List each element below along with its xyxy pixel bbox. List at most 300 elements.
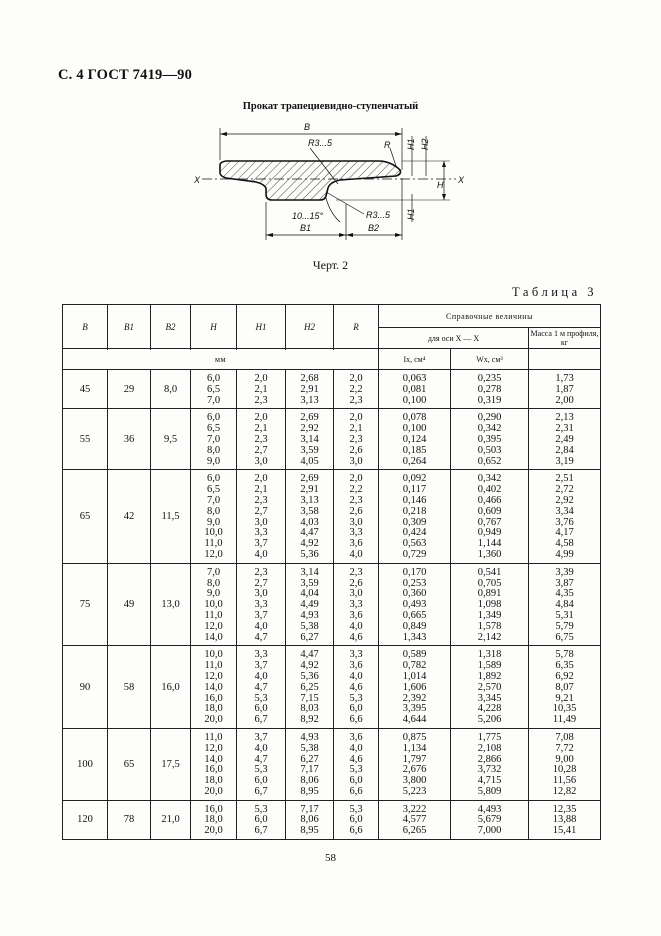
cell-mass — [529, 563, 601, 646]
cell-value: 11,0 — [204, 660, 223, 672]
cell-value: 6,5 — [206, 423, 221, 435]
cell-value: 3,39 — [555, 566, 574, 578]
cell-B: 90 — [63, 646, 108, 729]
cell-value: 4,93 — [300, 731, 319, 743]
cell-B: 65 — [63, 470, 108, 563]
cell-B1: 58 — [108, 646, 151, 729]
cell-value: 6,75 — [555, 631, 574, 643]
cell-value: 5,36 — [300, 548, 319, 560]
cell-value: 2,1 — [254, 383, 268, 395]
cell-value: 0,235 — [477, 373, 502, 384]
cell-value: 0,589 — [402, 649, 427, 661]
cell-value: 3,14 — [300, 433, 319, 445]
cell-value: 5,38 — [300, 620, 319, 632]
cell-value: 3,7 — [254, 538, 268, 550]
cell-value: 3,6 — [349, 538, 363, 550]
cell-value: 3,0 — [349, 588, 363, 600]
cell-value: 5,223 — [402, 785, 427, 797]
cell-value: 0,319 — [477, 394, 502, 406]
cell-value: 6,92 — [555, 670, 574, 682]
cell-value: 6,5 — [206, 484, 221, 496]
cell-value: 5,79 — [555, 620, 574, 632]
cell-value: 1,892 — [477, 670, 502, 682]
cell-value: 3,59 — [300, 444, 319, 456]
cell-value: 3,3 — [254, 527, 268, 539]
figure-title: Прокат трапециевидно-ступенчатый — [242, 101, 419, 112]
cell-value: 2,69 — [300, 412, 319, 424]
cell-value: 2,0 — [254, 473, 268, 485]
cell-value: 2,7 — [254, 505, 268, 517]
cell-value: 6,265 — [402, 825, 427, 837]
cell-value: 2,108 — [477, 742, 502, 754]
table-body — [63, 370, 601, 840]
cell-H1 — [237, 646, 286, 729]
cell-mass — [529, 800, 601, 839]
cell-Ix — [379, 646, 451, 729]
cell-value: 5,78 — [555, 649, 574, 661]
cell-B1: 42 — [108, 470, 151, 563]
cell-Ix — [379, 563, 451, 646]
cell-value: 2,49 — [555, 433, 574, 445]
cell-value: 3,6 — [349, 731, 363, 743]
cell-B2: 8,0 — [151, 370, 191, 409]
cell-B1: 29 — [108, 370, 151, 409]
cell-value: 14,0 — [204, 681, 223, 693]
units-row-spacer — [529, 349, 601, 370]
table-caption: Таблица 3 — [512, 285, 597, 299]
col-header-reference: Справочные величины — [379, 305, 601, 328]
cell-H2 — [286, 646, 334, 729]
cell-value: 3,14 — [300, 566, 319, 578]
cell-value: 2,0 — [254, 373, 268, 384]
cell-value: 4,0 — [349, 670, 363, 682]
cell-value: 6,0 — [206, 412, 221, 424]
cell-R — [334, 409, 379, 470]
cell-R — [334, 728, 379, 800]
cell-value: 3,76 — [555, 516, 574, 528]
cell-value: 7,15 — [300, 692, 319, 704]
cell-R — [334, 370, 379, 409]
cell-value: 4,93 — [300, 609, 319, 621]
dim-H2-label: H2 — [420, 138, 430, 150]
cell-B1: 65 — [108, 728, 151, 800]
cell-value: 11,0 — [204, 609, 223, 621]
cell-value: 18,0 — [204, 775, 223, 787]
dim-B-label: B — [304, 122, 311, 132]
cell-value: 0,402 — [477, 484, 502, 496]
cell-value: 20,0 — [204, 785, 223, 797]
cell-value: 1,606 — [402, 681, 427, 693]
cell-value: 8,06 — [300, 775, 319, 787]
cell-H — [191, 563, 237, 646]
cell-H2 — [286, 563, 334, 646]
cell-value: 1,318 — [477, 649, 502, 661]
cell-B2: 21,0 — [151, 800, 191, 839]
cell-mass — [529, 409, 601, 470]
cell-value: 3,0 — [349, 455, 363, 467]
cell-Ix — [379, 800, 451, 839]
cell-value: 5,38 — [300, 742, 319, 754]
cell-value: 5,36 — [300, 670, 319, 682]
cell-H1 — [237, 409, 286, 470]
cell-H2 — [286, 800, 334, 839]
cell-value: 0,100 — [402, 394, 427, 406]
cell-value: 0,081 — [402, 383, 427, 395]
cell-value: 2,91 — [300, 484, 319, 496]
cell-value: 0,541 — [477, 566, 502, 578]
cell-value: 15,41 — [552, 825, 577, 837]
cell-value: 10,35 — [552, 703, 577, 715]
cell-R — [334, 646, 379, 729]
axis-x-right: X — [458, 175, 465, 185]
cell-H1 — [237, 563, 286, 646]
page-header: С. 4 ГОСТ 7419—90 — [58, 67, 193, 83]
cell-value: 8,03 — [300, 703, 319, 715]
cell-value: 0,063 — [402, 373, 427, 384]
cell-value: 2,1 — [254, 423, 268, 435]
cell-value: 6,0 — [206, 373, 221, 384]
label-angle: 10...15° — [292, 211, 324, 221]
cell-value: 8,0 — [206, 444, 221, 456]
cell-value: 2,2 — [349, 383, 363, 395]
cell-H — [191, 370, 237, 409]
cell-value: 20,0 — [204, 825, 223, 837]
label-R-top: R3...5 — [308, 138, 333, 148]
cell-value: 2,3 — [254, 566, 268, 578]
cell-value: 4,03 — [300, 516, 319, 528]
cell-value: 2,7 — [254, 444, 268, 456]
col-header-R: R — [334, 305, 379, 349]
cell-value: 6,35 — [555, 660, 574, 672]
cell-H2 — [286, 409, 334, 470]
col-header-axis: для оси X — X — [379, 328, 529, 349]
cell-value: 2,92 — [555, 494, 574, 506]
cell-value: 2,1 — [254, 484, 268, 496]
col-header-mass: Масса 1 м профиля, кг — [529, 328, 601, 349]
cell-value: 3,0 — [254, 455, 268, 467]
cell-Wx — [451, 409, 529, 470]
cell-value: 11,56 — [552, 775, 577, 787]
cell-value: 6,7 — [254, 785, 268, 797]
cell-Wx — [451, 563, 529, 646]
cell-value: 8,0 — [206, 505, 221, 517]
cell-value: 7,0 — [206, 433, 221, 445]
cell-value: 5,206 — [477, 714, 502, 726]
table-row — [63, 646, 601, 729]
cell-value: 4,6 — [349, 681, 363, 693]
cell-value: 3,87 — [555, 577, 574, 589]
cell-value: 7,17 — [300, 803, 319, 815]
cell-value: 2,3 — [349, 433, 363, 445]
cell-value: 3,13 — [300, 494, 319, 506]
cell-B1: 36 — [108, 409, 151, 470]
cell-value: 4,49 — [300, 599, 319, 611]
cell-value: 0,652 — [477, 455, 502, 467]
cell-value: 4,644 — [402, 714, 427, 726]
cell-value: 6,0 — [254, 703, 268, 715]
cell-value: 2,676 — [402, 764, 427, 776]
cell-value: 4,0 — [254, 548, 268, 560]
cell-value: 4,17 — [555, 527, 574, 539]
col-header-Ix: Ix, см⁴ — [379, 349, 451, 370]
cell-Wx — [451, 646, 529, 729]
cell-value: 12,82 — [552, 785, 577, 797]
cell-value: 4,04 — [300, 588, 319, 600]
cell-H1 — [237, 470, 286, 563]
cell-value: 2,7 — [254, 577, 268, 589]
cell-value: 4,493 — [477, 803, 502, 815]
cell-value: 7,0 — [206, 566, 221, 578]
cell-value: 0,609 — [477, 505, 502, 517]
cell-H — [191, 646, 237, 729]
cell-B1: 49 — [108, 563, 151, 646]
cell-value: 3,395 — [402, 703, 427, 715]
cell-value: 0,424 — [402, 527, 427, 539]
cell-value: 2,51 — [555, 473, 574, 485]
dim-H1-bottom-label: H1 — [406, 208, 416, 220]
cell-value: 4,58 — [555, 538, 574, 550]
cell-value: 2,00 — [555, 394, 574, 406]
cell-value: 12,0 — [204, 742, 223, 754]
cell-value: 14,0 — [204, 631, 223, 643]
cell-value: 1,775 — [477, 731, 502, 743]
cell-H — [191, 409, 237, 470]
col-header-B1: B1 — [108, 305, 151, 349]
cell-H2 — [286, 470, 334, 563]
cell-value: 2,3 — [254, 394, 268, 406]
cell-value: 6,0 — [254, 775, 268, 787]
cell-value: 3,345 — [477, 692, 502, 704]
cell-value: 1,589 — [477, 660, 502, 672]
cell-value: 2,3 — [254, 494, 268, 506]
cell-value: 3,7 — [254, 731, 268, 743]
cell-mass — [529, 370, 601, 409]
cell-value: 6,5 — [206, 383, 221, 395]
dim-H1-top-label: H1 — [406, 138, 416, 150]
cell-R — [334, 470, 379, 563]
cell-B: 120 — [63, 800, 108, 839]
cell-value: 0,782 — [402, 660, 427, 672]
cell-value: 7,08 — [555, 731, 574, 743]
dim-B2-label: B2 — [368, 223, 380, 233]
cell-B2: 16,0 — [151, 646, 191, 729]
cell-Ix — [379, 409, 451, 470]
figure-caption: Черт. 2 — [312, 258, 349, 272]
cell-value: 0,309 — [402, 516, 427, 528]
cell-value: 3,6 — [349, 660, 363, 672]
cell-value: 6,0 — [349, 703, 363, 715]
cell-B: 45 — [63, 370, 108, 409]
table-row — [63, 728, 601, 800]
col-header-Wx: Wx, см³ — [451, 349, 529, 370]
cell-value: 2,392 — [402, 692, 427, 704]
cell-value: 8,07 — [555, 681, 574, 693]
cell-value: 0,290 — [477, 412, 502, 424]
cell-B2: 17,5 — [151, 728, 191, 800]
cell-mass — [529, 646, 601, 729]
cell-value: 4,7 — [254, 631, 268, 643]
cell-value: 4,92 — [300, 660, 319, 672]
cell-value: 2,69 — [300, 473, 319, 485]
cell-value: 18,0 — [204, 703, 223, 715]
cell-mass — [529, 470, 601, 563]
cell-value: 6,0 — [254, 814, 268, 826]
cell-value: 5,3 — [254, 764, 268, 776]
cell-value: 7,17 — [300, 764, 319, 776]
cell-Ix — [379, 728, 451, 800]
cell-value: 0,466 — [477, 494, 502, 506]
cell-value: 4,7 — [254, 681, 268, 693]
cell-value: 2,0 — [349, 473, 363, 485]
cell-value: 3,0 — [254, 516, 268, 528]
cell-value: 0,264 — [402, 455, 427, 467]
cell-value: 8,95 — [300, 785, 319, 797]
cell-H1 — [237, 728, 286, 800]
cell-value: 7,0 — [206, 494, 221, 506]
cell-value: 2,6 — [349, 444, 363, 456]
cell-value: 2,570 — [477, 681, 502, 693]
cell-value: 4,577 — [402, 814, 427, 826]
cell-value: 4,47 — [300, 649, 319, 661]
cell-value: 4,0 — [254, 620, 268, 632]
cell-value: 1,134 — [402, 742, 427, 754]
cell-Wx — [451, 800, 529, 839]
cell-value: 4,92 — [300, 538, 319, 550]
cell-value: 0,563 — [402, 538, 427, 550]
cell-value: 2,142 — [477, 631, 502, 643]
cell-value: 8,92 — [300, 714, 319, 726]
cell-value: 2,866 — [477, 753, 502, 765]
cell-value: 6,0 — [349, 814, 363, 826]
cell-value: 6,0 — [206, 473, 221, 485]
cell-mass — [529, 728, 601, 800]
cell-value: 3,7 — [254, 660, 268, 672]
cell-value: 2,91 — [300, 383, 319, 395]
table-row — [63, 370, 601, 409]
cell-B2: 13,0 — [151, 563, 191, 646]
cell-value: 2,3 — [349, 494, 363, 506]
cell-value: 0,342 — [477, 473, 502, 485]
cell-value: 0,891 — [477, 588, 502, 600]
cell-value: 1,360 — [477, 548, 502, 560]
cell-value: 4,0 — [349, 548, 363, 560]
cell-value: 1,343 — [402, 631, 427, 643]
cell-value: 7,72 — [555, 742, 574, 754]
cell-value: 20,0 — [204, 714, 223, 726]
cell-value: 3,19 — [555, 455, 574, 467]
label-R: R — [384, 140, 391, 150]
cell-value: 0,253 — [402, 577, 427, 589]
cell-value: 6,6 — [349, 785, 363, 797]
cell-value: 10,0 — [204, 527, 223, 539]
cell-value: 0,092 — [402, 473, 427, 485]
cell-value: 4,0 — [349, 742, 363, 754]
cell-value: 1,578 — [477, 620, 502, 632]
cell-value: 8,06 — [300, 814, 319, 826]
cell-value: 14,0 — [204, 753, 223, 765]
cell-value: 0,124 — [402, 433, 427, 445]
table-row — [63, 800, 601, 839]
cell-value: 4,6 — [349, 631, 363, 643]
table-row — [63, 409, 601, 470]
cell-value: 12,0 — [204, 548, 223, 560]
cell-Ix — [379, 370, 451, 409]
cell-value: 0,185 — [402, 444, 427, 456]
cell-value: 7,0 — [206, 394, 221, 406]
cell-value: 1,87 — [555, 383, 574, 395]
cell-value: 2,68 — [300, 373, 319, 384]
cell-value: 3,59 — [300, 577, 319, 589]
cell-B2: 11,5 — [151, 470, 191, 563]
cell-value: 2,0 — [254, 412, 268, 424]
cell-value: 2,6 — [349, 577, 363, 589]
cell-R — [334, 800, 379, 839]
cell-value: 10,0 — [204, 649, 223, 661]
cell-value: 2,3 — [254, 433, 268, 445]
cell-value: 0,875 — [402, 731, 427, 743]
cell-value: 4,0 — [349, 620, 363, 632]
cell-value: 11,0 — [204, 731, 223, 743]
cell-H — [191, 800, 237, 839]
cell-value: 7,000 — [477, 825, 502, 837]
col-header-H1: H1 — [237, 305, 286, 349]
cell-value: 9,0 — [206, 516, 221, 528]
cell-value: 4,7 — [254, 753, 268, 765]
cell-value: 0,078 — [402, 412, 427, 424]
cell-value: 6,7 — [254, 825, 268, 837]
cell-value: 4,715 — [477, 775, 502, 787]
cell-value: 0,146 — [402, 494, 427, 506]
cell-value: 2,2 — [349, 484, 363, 496]
cell-value: 0,849 — [402, 620, 427, 632]
cell-value: 1,014 — [402, 670, 427, 682]
cell-value: 10,28 — [552, 764, 577, 776]
cell-value: 2,0 — [349, 412, 363, 424]
data-table — [62, 304, 601, 840]
cell-value: 8,0 — [206, 577, 221, 589]
cell-value: 3,732 — [477, 764, 502, 776]
cell-value: 3,0 — [349, 516, 363, 528]
cell-value: 3,6 — [349, 609, 363, 621]
cell-Wx — [451, 728, 529, 800]
cell-Ix — [379, 470, 451, 563]
cell-value: 2,92 — [300, 423, 319, 435]
cell-value: 4,47 — [300, 527, 319, 539]
cell-value: 3,3 — [349, 527, 363, 539]
cell-value: 2,13 — [555, 412, 574, 424]
cell-value: 16,0 — [204, 803, 223, 815]
cell-value: 16,0 — [204, 764, 223, 776]
col-header-H: H — [191, 305, 237, 349]
cell-value: 10,0 — [204, 599, 223, 611]
cell-value: 3,3 — [254, 599, 268, 611]
col-header-H2: H2 — [286, 305, 334, 349]
table-row — [63, 563, 601, 646]
cell-value: 0,360 — [402, 588, 427, 600]
cell-value: 12,0 — [204, 670, 223, 682]
cell-value: 11,49 — [552, 714, 577, 726]
cell-value: 3,58 — [300, 505, 319, 517]
cell-B2: 9,5 — [151, 409, 191, 470]
cell-value: 2,31 — [555, 423, 574, 435]
cell-value: 2,84 — [555, 444, 574, 456]
cell-value: 12,35 — [552, 803, 577, 815]
cell-value: 2,3 — [349, 394, 363, 406]
cell-value: 9,0 — [206, 588, 221, 600]
cell-value: 4,0 — [254, 742, 268, 754]
cell-value: 5,679 — [477, 814, 502, 826]
cell-value: 0,665 — [402, 609, 427, 621]
